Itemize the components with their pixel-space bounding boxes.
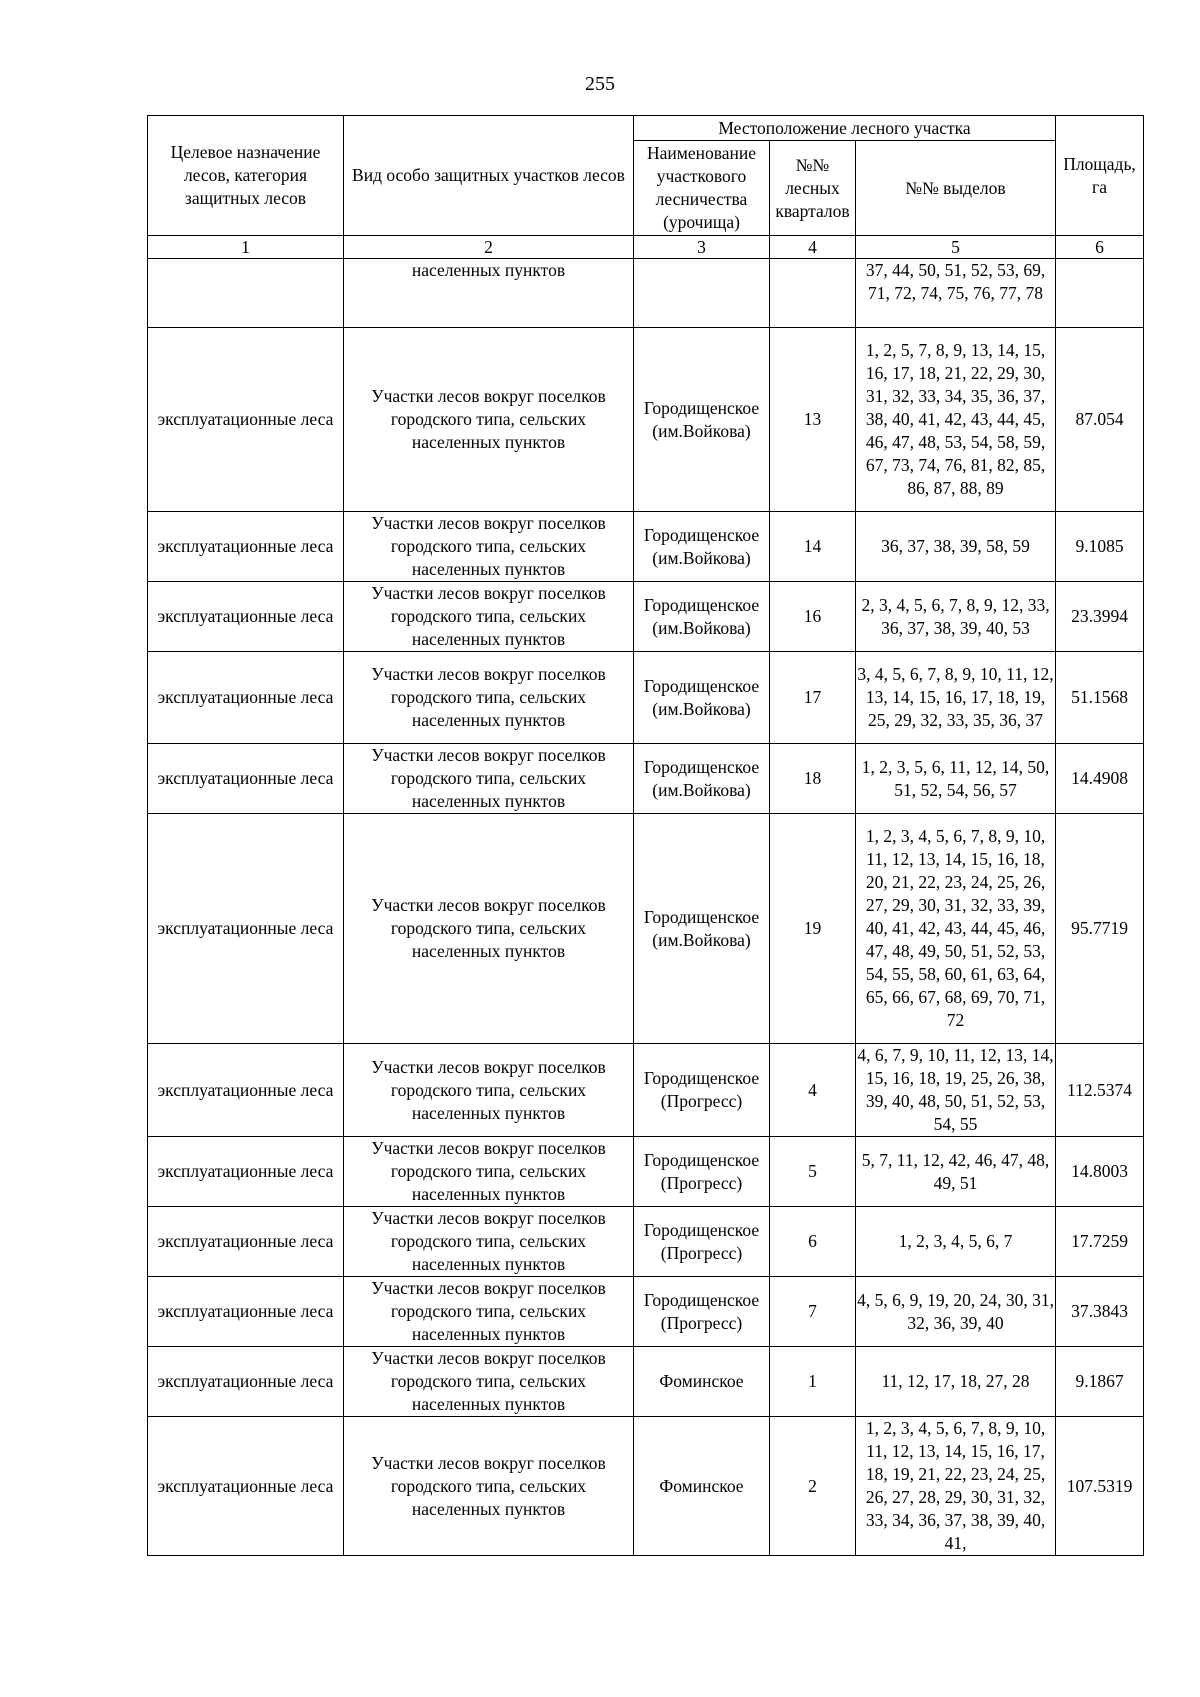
table-row — [148, 814, 1144, 1044]
cell-plot-numbers: 4, 6, 7, 9, 10, 11, 12, 13, 14, 15, 16, 18, 19, 25, 26, 38, 39, 40, 48, 50, 51, 52, 53, 54, 55 — [856, 1044, 1056, 1137]
cell-quarter: 17 — [770, 652, 856, 744]
cell-quarter: 14 — [770, 512, 856, 582]
table-row — [148, 512, 1144, 582]
cell-district: Городищенское (им.Войкова) — [634, 582, 770, 652]
cell-plot-type: Участки лесов вокруг поселков городского типа, сельских населенных пунктов — [344, 582, 634, 652]
cell-district: Городищенское (Прогресс) — [634, 1044, 770, 1137]
cell-purpose: эксплуатационные леса — [148, 1347, 344, 1417]
cell-plot-type: Участки лесов вокруг поселков городского типа, сельских населенных пунктов — [344, 652, 634, 744]
table-body — [148, 259, 1144, 1556]
table-row — [148, 1137, 1144, 1207]
cell-plot-type: Участки лесов вокруг поселков городского типа, сельских населенных пунктов — [344, 512, 634, 582]
header-area: Площадь, га — [1056, 116, 1144, 236]
cell-area: 107.5319 — [1056, 1417, 1144, 1556]
cell-purpose: эксплуатационные леса — [148, 328, 344, 512]
cell-area: 95.7719 — [1056, 814, 1144, 1044]
column-number-row — [148, 236, 1144, 259]
cell-plot-type: Участки лесов вокруг поселков городского типа, сельских населенных пунктов — [344, 1277, 634, 1347]
cell-area: 51.1568 — [1056, 652, 1144, 744]
cell-purpose: эксплуатационные леса — [148, 1137, 344, 1207]
cell-purpose: эксплуатационные леса — [148, 1277, 344, 1347]
cell-plot-numbers: 4, 5, 6, 9, 19, 20, 24, 30, 31, 32, 36, 39, 40 — [856, 1277, 1056, 1347]
cell-plot-type: Участки лесов вокруг поселков городского типа, сельских населенных пунктов — [344, 814, 634, 1044]
table-row — [148, 582, 1144, 652]
header-district: Наименование участкового лесничества (урочища) — [634, 141, 770, 236]
column-number: 4 — [770, 236, 856, 259]
table-row — [148, 652, 1144, 744]
forest-plots-table — [147, 115, 1144, 1556]
cell-purpose: эксплуатационные леса — [148, 1417, 344, 1556]
cell-quarter: 13 — [770, 328, 856, 512]
cell-purpose: эксплуатационные леса — [148, 582, 344, 652]
cell-quarter: 1 — [770, 1347, 856, 1417]
cell-district — [634, 259, 770, 328]
table-row — [148, 1347, 1144, 1417]
cell-purpose: эксплуатационные леса — [148, 1044, 344, 1137]
table-row — [148, 1207, 1144, 1277]
cell-area: 9.1085 — [1056, 512, 1144, 582]
cell-quarter: 2 — [770, 1417, 856, 1556]
cell-area: 23.3994 — [1056, 582, 1144, 652]
cell-district: Городищенское (Прогресс) — [634, 1277, 770, 1347]
cell-plot-numbers: 1, 2, 3, 4, 5, 6, 7, 8, 9, 10, 11, 12, 13, 14, 15, 16, 17, 18, 19, 21, 22, 23, 24, 25, 26, 27, 28, 29, 30, 31, 32, 33, 34, 36, 37, 38, 39, 40, 41, — [856, 1417, 1056, 1556]
cell-district: Городищенское (им.Войкова) — [634, 744, 770, 814]
cell-purpose: эксплуатационные леса — [148, 814, 344, 1044]
cell-area: 87.054 — [1056, 328, 1144, 512]
cell-area: 37.3843 — [1056, 1277, 1144, 1347]
column-number: 1 — [148, 236, 344, 259]
cell-district: Фоминское — [634, 1417, 770, 1556]
cell-area: 14.8003 — [1056, 1137, 1144, 1207]
cell-plot-numbers: 1, 2, 3, 4, 5, 6, 7 — [856, 1207, 1056, 1277]
cell-plot-numbers: 11, 12, 17, 18, 27, 28 — [856, 1347, 1056, 1417]
cell-area: 9.1867 — [1056, 1347, 1144, 1417]
cell-quarter: 18 — [770, 744, 856, 814]
table-row — [148, 1417, 1144, 1556]
cell-plot-type: Участки лесов вокруг поселков городского типа, сельских населенных пунктов — [344, 744, 634, 814]
cell-plot-type: Участки лесов вокруг поселков городского типа, сельских населенных пунктов — [344, 328, 634, 512]
cell-plot-numbers: 1, 2, 5, 7, 8, 9, 13, 14, 15, 16, 17, 18, 21, 22, 29, 30, 31, 32, 33, 34, 35, 36, 37, 38, 40, 41, 42, 43, 44, 45, 46, 47, 48, 53, 54, 58, 59, 67, 73, 74, 76, 81, 82, 85, 86, 87, 88, 89 — [856, 328, 1056, 512]
cell-district: Фоминское — [634, 1347, 770, 1417]
header-type: Вид особо защитных участков лесов — [344, 116, 634, 236]
table-row — [148, 1044, 1144, 1137]
cell-plot-type: Участки лесов вокруг поселков городского типа, сельских населенных пунктов — [344, 1207, 634, 1277]
cell-quarter: 5 — [770, 1137, 856, 1207]
cell-area — [1056, 259, 1144, 328]
cell-quarter — [770, 259, 856, 328]
cell-plot-type: Участки лесов вокруг поселков городского типа, сельских населенных пунктов — [344, 1347, 634, 1417]
header-location-group: Местоположение лесного участка — [634, 116, 1056, 141]
cell-area: 17.7259 — [1056, 1207, 1144, 1277]
table-row — [148, 744, 1144, 814]
cell-area: 112.5374 — [1056, 1044, 1144, 1137]
column-number: 3 — [634, 236, 770, 259]
header-row — [148, 116, 1144, 141]
header-purpose: Целевое назначение лесов, категория защитных лесов — [148, 116, 344, 236]
cell-district: Городищенское (им.Войкова) — [634, 652, 770, 744]
cell-quarter: 6 — [770, 1207, 856, 1277]
cell-quarter: 19 — [770, 814, 856, 1044]
column-number: 6 — [1056, 236, 1144, 259]
header-plots: №№ выделов — [856, 141, 1056, 236]
table-row — [148, 1277, 1144, 1347]
cell-district: Городищенское (им.Войкова) — [634, 328, 770, 512]
cell-purpose: эксплуатационные леса — [148, 512, 344, 582]
cell-plot-numbers: 37, 44, 50, 51, 52, 53, 69, 71, 72, 74, 75, 76, 77, 78 — [856, 259, 1056, 328]
cell-plot-numbers: 36, 37, 38, 39, 58, 59 — [856, 512, 1056, 582]
column-number: 5 — [856, 236, 1056, 259]
cell-quarter: 7 — [770, 1277, 856, 1347]
cell-plot-numbers: 5, 7, 11, 12, 42, 46, 47, 48, 49, 51 — [856, 1137, 1056, 1207]
table-row — [148, 259, 1144, 328]
cell-purpose: эксплуатационные леса — [148, 652, 344, 744]
cell-plot-type: населенных пунктов — [344, 259, 634, 328]
cell-district: Городищенское (им.Войкова) — [634, 512, 770, 582]
cell-plot-numbers: 2, 3, 4, 5, 6, 7, 8, 9, 12, 33, 36, 37, 38, 39, 40, 53 — [856, 582, 1056, 652]
header-quarter: №№ лесных кварталов — [770, 141, 856, 236]
cell-purpose: эксплуатационные леса — [148, 744, 344, 814]
cell-quarter: 4 — [770, 1044, 856, 1137]
cell-purpose — [148, 259, 344, 328]
cell-quarter: 16 — [770, 582, 856, 652]
cell-area: 14.4908 — [1056, 744, 1144, 814]
cell-district: Городищенское (Прогресс) — [634, 1207, 770, 1277]
table-row — [148, 328, 1144, 512]
page-number: 255 — [585, 73, 615, 95]
cell-plot-type: Участки лесов вокруг поселков городского типа, сельских населенных пунктов — [344, 1137, 634, 1207]
cell-district: Городищенское (им.Войкова) — [634, 814, 770, 1044]
cell-plot-type: Участки лесов вокруг поселков городского типа, сельских населенных пунктов — [344, 1417, 634, 1556]
cell-plot-numbers: 1, 2, 3, 5, 6, 11, 12, 14, 50, 51, 52, 54, 56, 57 — [856, 744, 1056, 814]
cell-plot-numbers: 1, 2, 3, 4, 5, 6, 7, 8, 9, 10, 11, 12, 13, 14, 15, 16, 18, 20, 21, 22, 23, 24, 25, 26, 27, 29, 30, 31, 32, 33, 39, 40, 41, 42, 43, 44, 45, 46, 47, 48, 49, 50, 51, 52, 53, 54, 55, 58, 60, 61, 63, 64, 65, 66, 67, 68, 69, 70, 71, 72 — [856, 814, 1056, 1044]
column-number: 2 — [344, 236, 634, 259]
cell-plot-type: Участки лесов вокруг поселков городского типа, сельских населенных пунктов — [344, 1044, 634, 1137]
cell-plot-numbers: 3, 4, 5, 6, 7, 8, 9, 10, 11, 12, 13, 14, 15, 16, 17, 18, 19, 25, 29, 32, 33, 35, 36, 37 — [856, 652, 1056, 744]
cell-purpose: эксплуатационные леса — [148, 1207, 344, 1277]
cell-district: Городищенское (Прогресс) — [634, 1137, 770, 1207]
